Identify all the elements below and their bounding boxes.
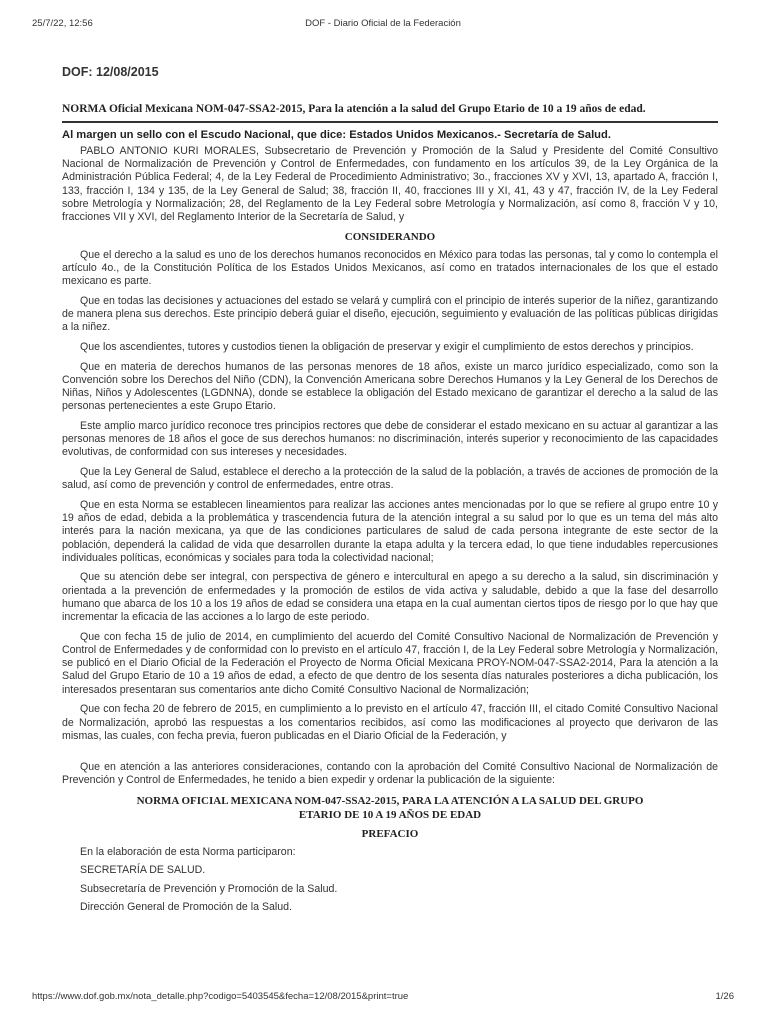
considerando-paragraph: Que el derecho a la salud es uno de los derechos humanos reconocidos en México para todas las personas, tal y como lo contempla el artículo 4o., de la Constitución Política de los Estados Unidos Mexicanos, así como en tratados internacionales de los que el estado mexicano es parte.	[62, 248, 718, 288]
print-footer	[32, 991, 734, 1005]
print-title: DOF - Diario Oficial de la Federación	[305, 18, 461, 29]
considerando-paragraph: Que en esta Norma se establecen lineamientos para realizar las acciones antes mencionadas por lo que se refiere al grupo entre 10 y 19 años de edad, debida a la problemática y trascendencia futura de la atención integral a su salud por lo que es un tema del más alto interés para la nación mexicana, ya que de las condiciones particulares de salud de cada persona integrante de este sector de la población, dependerá la calidad de vida que desarrollen durante la etapa adulta y la tercera edad, lo que tiene indudables repercusiones individuales políticas, económicas y sociales para toda la colectividad nacional;	[62, 498, 718, 564]
considerando-paragraph: Que los ascendientes, tutores y custodios tienen la obligación de preservar y exigir el cumplimiento de estos derechos y principios.	[80, 340, 694, 353]
prefacio-line: SECRETARÍA DE SALUD.	[80, 864, 206, 877]
margin-note: Al margen un sello con el Escudo Nacional, que dice: Estados Unidos Mexicanos.- Secretaría de Salud.	[62, 129, 611, 141]
norm-heading-line: ETARIO DE 10 A 19 AÑOS DE EDAD	[298, 808, 482, 821]
considerando-paragraph: Que con fecha 20 de febrero de 2015, en cumplimiento a lo previsto en el artículo 47, fracción III, el citado Comité Consultivo Nacional de Normalización, aprobó las respuestas a los comentarios recibidos, así como las modificaciones al proyecto que derivaron de las mismas, las cuales, con fecha previa, fueron publicadas en el Diario Oficial de la Federación, y	[62, 703, 718, 742]
prefacio-line: En la elaboración de esta Norma participaron:	[80, 845, 296, 858]
norm-heading-line: NORMA OFICIAL MEXICANA NOM-047-SSA2-2015, PARA LA ATENCIÓN A LA SALUD DEL GRUPO	[136, 794, 644, 807]
considerando-heading: CONSIDERANDO	[344, 230, 436, 243]
considerando-paragraph: Que en materia de derechos humanos de las personas menores de 18 años, existe un marco jurídico especializado, como son la Convención sobre los Derechos del Niño (CDN), la Convención Americana sobre Derechos Humanos y la Ley General de los Derechos de Niñas, Niños y Adolescentes (LGDNNA), donde se establece la obligación del Estado mexicano de garantizar el derecho a la salud de las personas pertenecientes a este Grupo Etario.	[62, 360, 718, 413]
considerando-paragraph: Que su atención debe ser integral, con perspectiva de género e intercultural en apego a su derecho a la salud, sin discriminación y orientada a la prevención de enfermedades y la promoción de estilos de vida activa y saludable, debido a que la fase del desarrollo humano que abarca de los 10 a los 19 años de edad se considera una etapa en la cual aumentan ciertos tipos de riesgo por lo que hay que incrementar la eficacia de las acciones a lo largo de este periodo.	[62, 571, 718, 624]
page-url: https://www.dof.gob.mx/nota_detalle.php?codigo=5403545&fecha=12/08/2015&print=true	[32, 991, 409, 1002]
page-number: 1/26	[715, 991, 734, 1002]
norm-heading	[62, 794, 718, 822]
considerando-paragraph: Que la Ley General de Salud, establece el derecho a la protección de la salud de la población, a través de acciones de promoción de la salud, así como de prevención y control de enfermedades, entre otras.	[62, 466, 718, 492]
considerando-paragraph: Que en todas las decisiones y actuaciones del estado se velará y cumplirá con el principio de interés superior de la niñez, garantizando de manera plena sus derechos. Este principio deberá guiar el diseño, ejecución, seguimiento y evaluación de las políticas públicas dirigidas a la niñez.	[62, 294, 718, 334]
considerando-paragraph: Este amplio marco jurídico reconoce tres principios rectores que debe de considerar el estado mexicano en su actuar al garantizar a las personas menores de 18 años el goce de sus derechos humanos: no discriminación, interés superior y reconocimiento de las capacidades evolutivas, de conformidad con sus intereses y necesidades.	[62, 419, 718, 459]
document-title: NORMA Oficial Mexicana NOM-047-SSA2-2015, Para la atención a la salud del Grupo Etario de 10 a 19 años de edad.	[62, 103, 718, 123]
print-date: 25/7/22, 12:56	[32, 18, 93, 29]
considerando-paragraph: Que con fecha 15 de julio de 2014, en cumplimiento del acuerdo del Comité Consultivo Nacional de Normalización de Prevención y Control de Enfermedades y de conformidad con lo previsto en el artículo 47, fracción I, de la Ley Federal sobre Metrología y Normalización, se publicó en el Diario Oficial de la Federación el Proyecto de Norma Oficial Mexicana PROY-NOM-047-SSA2-2014, Para la atención a la Salud del Grupo Etario de 10 a 19 años de edad, a efecto de que dentro de los sesenta días naturales posteriores a dicha publicación, los interesados presentaran sus comentarios ante dicho Comité Consultivo Nacional de Normalización;	[62, 630, 718, 696]
prefacio-line: Dirección General de Promoción de la Salud.	[80, 901, 292, 914]
prefacio-heading: PREFACIO	[361, 827, 419, 840]
closing-paragraph: Que en atención a las anteriores consideraciones, contando con la aprobación del Comité Consultivo Nacional de Normalización de Prevención y Control de Enfermedades, he tenido a bien expedir y ordenar la publicación de la siguiente:	[62, 760, 718, 787]
print-header	[32, 18, 734, 32]
prefacio-line: Subsecretaría de Prevención y Promoción de la Salud.	[80, 882, 338, 895]
intro-paragraph: PABLO ANTONIO KURI MORALES, Subsecretario de Prevención y Promoción de la Salud y Presidente del Comité Consultivo Nacional de Normalización de Prevención y Control de Enfermedades, con fundamento en los artículos 39, de la Ley Orgánica de la Administración Pública Federal; 4, de la Ley Federal de Procedimiento Administrativo; 3o., fracciones XV y XVI, 13, apartado A, fracción I, 133, fracción I, 134 y 135, de la Ley General de Salud; 38, fracción II, 40, fracciones III y XI, 41, 43 y 47, fracción IV, de la Ley Federal sobre Metrología y Normalización; 28, del Reglamento de la Ley Federal sobre Metrología y Normalización, así como 8, fracción V y 10, fracciones VII y XVI, del Reglamento Interior de la Secretaría de Salud, y	[62, 145, 718, 224]
dof-date: DOF: 12/08/2015	[62, 65, 159, 79]
document-body	[62, 65, 718, 920]
